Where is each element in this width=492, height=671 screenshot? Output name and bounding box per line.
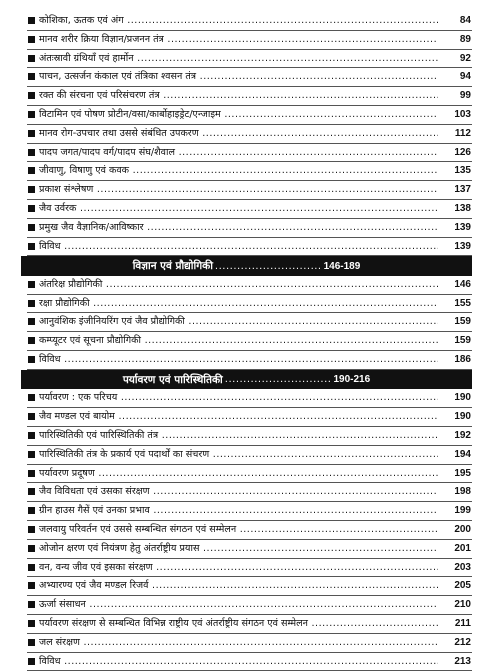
entry-page-number: 201 <box>454 542 471 556</box>
entry-title: ग्रीन हाउस गैसें एवं उनका प्रभाव ..... <box>39 504 438 518</box>
toc-entry <box>27 276 472 295</box>
toc-entry <box>27 540 472 559</box>
entry-title: पारिस्थितिकी तंत्र के प्रकार्य एवं पदार्थों का संचरण ..... <box>39 448 438 462</box>
entry-page-number: 135 <box>454 164 471 178</box>
entry-title: पर्यावरण : एक परिचय ..... <box>39 391 438 405</box>
entry-title: जैव उर्वरक ..... <box>39 202 438 216</box>
entry-page-number: 186 <box>454 353 471 367</box>
section-page-range: 190-216 <box>333 374 370 385</box>
entry-title: ऊर्जा संसाधन ..... <box>39 598 438 612</box>
entry-page-number: 159 <box>454 315 471 329</box>
section-title: पर्यावरण एवं पारिस्थितिकी <box>123 373 223 387</box>
toc-entry <box>27 295 472 314</box>
entry-page-number: 89 <box>460 33 471 47</box>
section-header <box>21 256 472 276</box>
square-bullet-icon <box>28 55 35 62</box>
toc-entry <box>27 577 472 596</box>
toc-entry <box>27 125 472 144</box>
entry-page-number: 159 <box>454 334 471 348</box>
toc-entry <box>27 106 472 125</box>
square-bullet-icon <box>28 186 35 193</box>
square-bullet-icon <box>28 545 35 552</box>
entry-page-number: 190 <box>454 391 471 405</box>
entry-title: ओजोन क्षरण एवं नियंत्रण हेतु अंतर्राष्ट्रीय प्रयास ..... <box>39 542 438 556</box>
entry-title: मानव रोग-उपचार तथा उससे संबंधित उपकरण ..... <box>39 127 438 141</box>
square-bullet-icon <box>28 394 35 401</box>
toc-entry <box>27 219 472 238</box>
toc-entry <box>27 200 472 219</box>
square-bullet-icon <box>28 488 35 495</box>
square-bullet-icon <box>28 17 35 24</box>
entry-page-number: 211 <box>455 617 471 631</box>
entry-title: रक्त की संरचना एवं परिसंचरण तंत्र ..... <box>39 89 438 103</box>
toc-entry <box>27 332 472 351</box>
entry-page-number: 194 <box>454 448 471 462</box>
entry-title: मानव शरीर क्रिया विज्ञान/प्रजनन तंत्र ..... <box>39 33 438 47</box>
square-bullet-icon <box>28 564 35 571</box>
entry-title: जैव मण्डल एवं बायोम ..... <box>39 410 438 424</box>
toc-entry <box>27 144 472 163</box>
square-bullet-icon <box>28 620 35 627</box>
toc-entry <box>27 596 472 615</box>
toc-entry <box>27 615 472 634</box>
entry-page-number: 94 <box>460 70 471 84</box>
entry-title: पर्यावरण प्रदूषण ..... <box>39 467 438 481</box>
entry-title: कम्प्यूटर एवं सूचना प्रौद्योगिकी ..... <box>39 334 438 348</box>
entry-title: अभ्यारण्य एवं जैव मण्डल रिजर्व ..... <box>39 579 438 593</box>
toc-entry <box>27 50 472 69</box>
section-title: विज्ञान एवं प्रौद्योगिकी <box>133 259 213 273</box>
entry-title: जैव विविधता एवं उसका संरक्षण ..... <box>39 485 438 499</box>
section-page-range: 146-189 <box>324 261 361 272</box>
entry-page-number: 84 <box>460 14 471 28</box>
entry-title: पारिस्थितिकी एवं पारिस्थितिकी तंत्र ..... <box>39 429 438 443</box>
toc-entry <box>27 68 472 87</box>
toc-entry <box>27 238 472 257</box>
entry-page-number: 210 <box>454 598 471 612</box>
entry-title: पाचन, उत्सर्जन कंकाल एवं तंत्रिका श्वसन तंत्र ..... <box>39 70 438 84</box>
square-bullet-icon <box>28 224 35 231</box>
entry-title: कोशिका, ऊतक एवं अंग ..... <box>39 14 438 28</box>
square-bullet-icon <box>28 639 35 646</box>
section-header <box>21 370 472 390</box>
square-bullet-icon <box>28 300 35 307</box>
entry-page-number: 139 <box>454 240 471 254</box>
entry-title: आनुवंशिक इंजीनियरिंग एवं जैव प्रौद्योगिकी ..... <box>39 315 438 329</box>
entry-page-number: 137 <box>454 183 471 197</box>
toc-entry <box>27 427 472 446</box>
square-bullet-icon <box>28 149 35 156</box>
toc-entry <box>27 483 472 502</box>
toc-entry <box>27 87 472 106</box>
entry-page-number: 112 <box>455 127 471 141</box>
square-bullet-icon <box>28 413 35 420</box>
entry-page-number: 203 <box>454 561 471 575</box>
square-bullet-icon <box>28 337 35 344</box>
square-bullet-icon <box>28 507 35 514</box>
toc-entry <box>27 31 472 50</box>
entry-title: पादप जगत/पादप वर्ग/पादप संघ/शैवाल ..... <box>39 146 438 160</box>
entry-title: रक्षा प्रौद्योगिकी ..... <box>39 297 438 311</box>
entry-page-number: 99 <box>460 89 471 103</box>
entry-title: वन, वन्य जीव एवं इसका संरक्षण ..... <box>39 561 438 575</box>
entry-title: अंतःस्रावी ग्रंथियाँ एवं हार्मोन ..... <box>39 52 438 66</box>
entry-page-number: 138 <box>454 202 471 216</box>
section-leader-dots: ............................. <box>225 374 332 385</box>
entry-title: विविध ..... <box>39 353 438 367</box>
entry-page-number: 205 <box>454 579 471 593</box>
square-bullet-icon <box>28 582 35 589</box>
toc-entry <box>27 12 472 31</box>
entry-page-number: 190 <box>454 410 471 424</box>
square-bullet-icon <box>28 36 35 43</box>
entry-title: अंतरिक्ष प्रौद्योगिकी ..... <box>39 278 438 292</box>
entry-page-number: 200 <box>454 523 471 537</box>
entry-page-number: 103 <box>454 108 471 122</box>
entry-page-number: 195 <box>454 467 471 481</box>
toc-entry <box>27 408 472 427</box>
entry-page-number: 198 <box>454 485 471 499</box>
section-leader-dots: ............................. <box>215 261 322 272</box>
toc-entry <box>27 634 472 653</box>
entry-title: जीवाणु, विषाणु एवं कवक ..... <box>39 164 438 178</box>
square-bullet-icon <box>28 281 35 288</box>
toc-entry <box>27 313 472 332</box>
entry-title: जल संरक्षण ..... <box>39 636 438 650</box>
entry-page-number: 192 <box>454 429 471 443</box>
toc-entry <box>27 389 472 408</box>
table-of-contents <box>27 12 472 671</box>
toc-entry <box>27 559 472 578</box>
entry-page-number: 155 <box>454 297 471 311</box>
entry-page-number: 139 <box>454 221 471 235</box>
square-bullet-icon <box>28 451 35 458</box>
toc-entry <box>27 162 472 181</box>
square-bullet-icon <box>28 73 35 80</box>
entry-page-number: 146 <box>454 278 471 292</box>
entry-title: पर्यावरण संरक्षण से सम्बन्धित विभिन्न राष्ट्रीय एवं अंतर्राष्ट्रीय संगठन एवं सम्मेलन ..... <box>39 617 438 631</box>
square-bullet-icon <box>28 205 35 212</box>
square-bullet-icon <box>28 470 35 477</box>
entry-page-number: 126 <box>454 146 471 160</box>
square-bullet-icon <box>28 526 35 533</box>
toc-entry <box>27 181 472 200</box>
square-bullet-icon <box>28 243 35 250</box>
entry-title: प्रमुख जैव वैज्ञानिक/आविष्कार ..... <box>39 221 438 235</box>
square-bullet-icon <box>28 318 35 325</box>
entry-title: प्रकाश संश्लेषण ..... <box>39 183 438 197</box>
entry-title: विविध ..... <box>39 240 438 254</box>
entry-page-number: 92 <box>460 52 471 66</box>
entry-page-number: 212 <box>454 636 471 650</box>
entry-title: विविध ..... <box>39 655 438 669</box>
square-bullet-icon <box>28 111 35 118</box>
toc-entry <box>27 521 472 540</box>
square-bullet-icon <box>28 130 35 137</box>
square-bullet-icon <box>28 658 35 665</box>
square-bullet-icon <box>28 601 35 608</box>
square-bullet-icon <box>28 167 35 174</box>
entry-title: विटामिन एवं पोषण प्रोटीन/वसा/कार्बोहाइड्रेट/एन्जाइम ..... <box>39 108 438 122</box>
square-bullet-icon <box>28 356 35 363</box>
entry-page-number: 213 <box>454 655 471 669</box>
entry-page-number: 199 <box>454 504 471 518</box>
square-bullet-icon <box>28 432 35 439</box>
toc-entry <box>27 502 472 521</box>
toc-entry <box>27 351 472 370</box>
entry-title: जलवायु परिवर्तन एवं उससे सम्बन्धित संगठन एवं सम्मेलन ..... <box>39 523 438 537</box>
toc-entry <box>27 446 472 465</box>
square-bullet-icon <box>28 92 35 99</box>
toc-entry <box>27 653 472 671</box>
toc-entry <box>27 465 472 484</box>
